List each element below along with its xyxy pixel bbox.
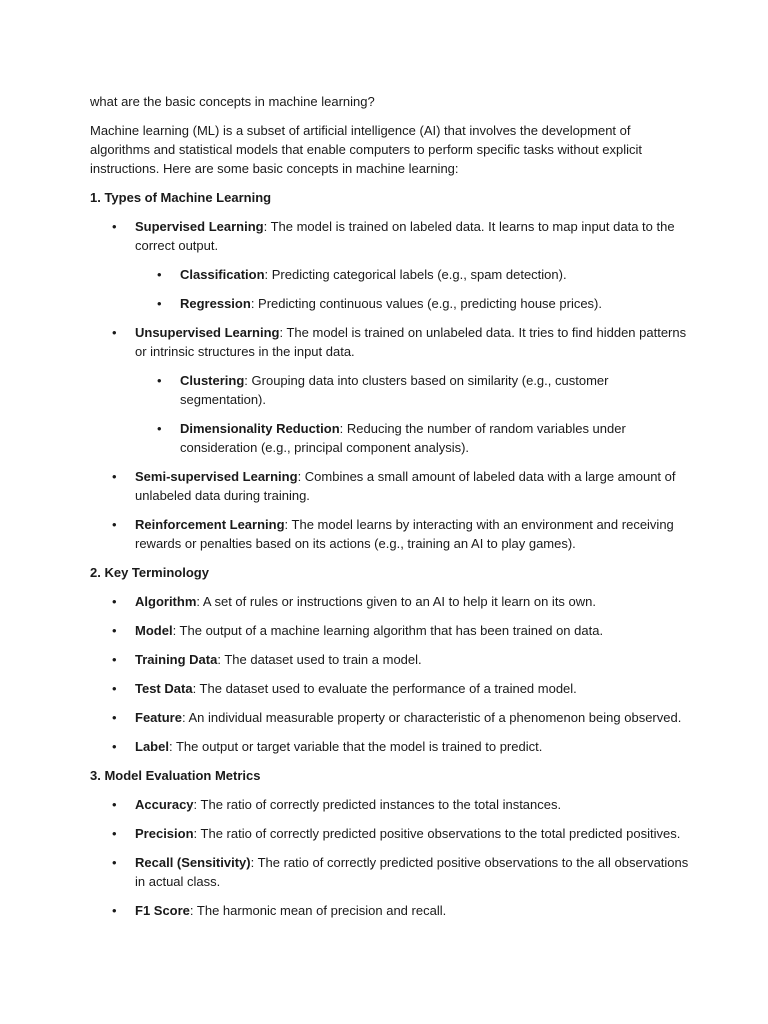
item-term: Semi-supervised Learning — [135, 469, 298, 484]
list-item — [90, 515, 690, 553]
list-item — [90, 901, 690, 920]
item-text: : The ratio of correctly predicted positive observations to the total predicted positives. — [193, 826, 681, 841]
bullet-list — [90, 795, 690, 920]
intro-paragraph: Machine learning (ML) is a subset of artificial intelligence (AI) that involves the development of algorithms and statistical models that enable computers to perform specific tasks without explicit instructions. Here are some basic concepts in machine learning: — [90, 123, 643, 176]
item-text: : The model is trained on unlabeled data. It tries to find hidden patterns or intrinsic structures in the input data. — [135, 325, 687, 359]
item-term: Supervised Learning — [135, 219, 264, 234]
item-text: : The model learns by interacting with an environment and receiving rewards or penalties based on its actions (e.g., training an AI to play games). — [135, 517, 674, 551]
item-text: : The dataset used to evaluate the performance of a trained model. — [192, 681, 577, 696]
sub-bullet-list — [135, 371, 690, 457]
section-heading: 1. Types of Machine Learning — [90, 190, 272, 205]
list-item — [90, 795, 690, 814]
item-term: Unsupervised Learning — [135, 325, 280, 340]
section-heading: 3. Model Evaluation Metrics — [90, 768, 261, 783]
item-text: : An individual measurable property or characteristic of a phenomenon being observed. — [181, 710, 682, 725]
list-item — [90, 621, 690, 640]
bullet-list — [90, 592, 690, 756]
document-body — [90, 92, 690, 930]
sub-list-item — [135, 419, 690, 457]
item-term: Test Data — [135, 681, 193, 696]
list-item — [90, 679, 690, 698]
item-text: : The harmonic mean of precision and recall. — [189, 903, 447, 918]
item-term: Feature — [135, 710, 182, 725]
sub-list-item — [135, 265, 690, 284]
list-item — [90, 737, 690, 756]
item-term: Precision — [135, 826, 194, 841]
item-text: : The model is trained on labeled data. It learns to map input data to the correct output. — [135, 219, 675, 253]
item-text: : Reducing the number of random variables under consideration (e.g., principal component analysis). — [180, 421, 626, 455]
list-item — [90, 853, 690, 891]
item-term: Recall (Sensitivity) — [135, 855, 251, 870]
section-types — [90, 188, 690, 553]
sub-list-item — [135, 371, 690, 409]
item-text: : The output or target variable that the model is trained to predict. — [168, 739, 543, 754]
item-term: Algorithm — [135, 594, 197, 609]
item-term: Clustering — [180, 373, 245, 388]
item-text: : The output of a machine learning algorithm that has been trained on data. — [172, 623, 604, 638]
item-term: Regression — [180, 296, 251, 311]
list-item — [90, 708, 690, 727]
item-text: : Predicting categorical labels (e.g., spam detection). — [264, 267, 567, 282]
item-term: Dimensionality Reduction — [180, 421, 340, 436]
section-heading: 2. Key Terminology — [90, 565, 209, 580]
item-term: Classification — [180, 267, 265, 282]
item-term: Model — [135, 623, 173, 638]
list-item — [90, 217, 690, 313]
item-text: : The ratio of correctly predicted instances to the total instances. — [193, 797, 562, 812]
section-terminology — [90, 563, 690, 756]
sub-list-item — [135, 294, 690, 313]
list-item — [90, 824, 690, 843]
item-term: F1 Score — [135, 903, 190, 918]
item-term: Label — [135, 739, 169, 754]
sub-bullet-list — [135, 265, 690, 313]
list-item — [90, 323, 690, 457]
item-term: Reinforcement Learning — [135, 517, 285, 532]
list-item — [90, 467, 690, 505]
question-text: what are the basic concepts in machine learning? — [90, 94, 375, 109]
item-term: Accuracy — [135, 797, 194, 812]
item-text: : The ratio of correctly predicted positive observations to the all observations in actual class. — [135, 855, 689, 889]
list-item — [90, 650, 690, 669]
item-term: Training Data — [135, 652, 218, 667]
bullet-list — [90, 217, 690, 553]
item-text: : A set of rules or instructions given to an AI to help it learn on its own. — [196, 594, 597, 609]
item-text: : Combines a small amount of labeled data with a large amount of unlabeled data during training. — [135, 469, 676, 503]
section-metrics — [90, 766, 690, 920]
item-text: : The dataset used to train a model. — [217, 652, 422, 667]
list-item — [90, 592, 690, 611]
item-text: : Predicting continuous values (e.g., predicting house prices). — [250, 296, 603, 311]
item-text: : Grouping data into clusters based on similarity (e.g., customer segmentation). — [180, 373, 609, 407]
